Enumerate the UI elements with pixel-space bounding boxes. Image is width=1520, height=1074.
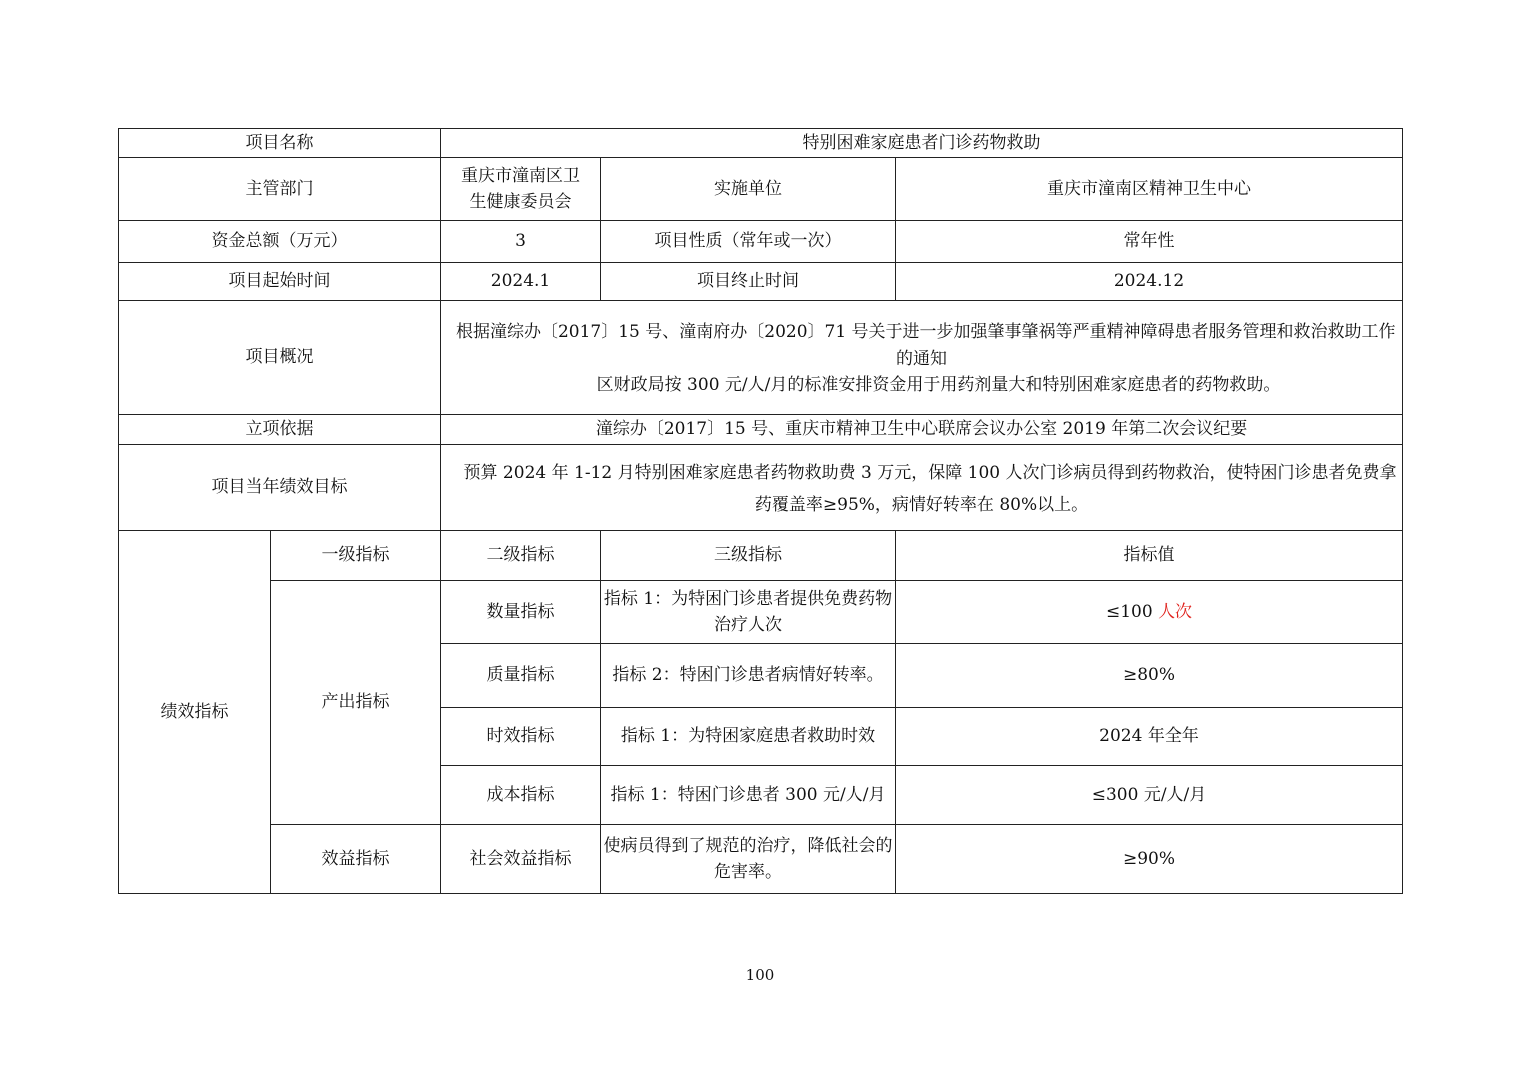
indicator-level2: 质量指标 bbox=[441, 644, 601, 708]
implementing-unit-value: 重庆市潼南区精神卫生中心 bbox=[896, 158, 1403, 221]
indicator-value-header: 指标值 bbox=[896, 531, 1403, 581]
indicator-level3: 指标 2：特困门诊患者病情好转率。 bbox=[601, 644, 896, 708]
indicator-level3: 指标 1：为特困家庭患者救助时效 bbox=[601, 708, 896, 766]
level2-header: 二级指标 bbox=[441, 531, 601, 581]
supervising-dept-value: 重庆市潼南区卫生健康委员会 bbox=[441, 158, 601, 221]
total-fund-label: 资金总额（万元） bbox=[119, 221, 441, 263]
indicator-level2: 数量指标 bbox=[441, 581, 601, 644]
overview-line-1: 根据潼综办〔2017〕15 号、潼南府办〔2020〕71 号关于进一步加强肇事肇祸等严重精神障碍患者服务管理和救治救助工作的通知 bbox=[455, 322, 1396, 369]
start-time-label: 项目起始时间 bbox=[119, 263, 441, 301]
annual-goal-value: 预算 2024 年 1-12 月特别困难家庭患者药物救助费 3 万元，保障 100 人次门诊病员得到药物救治，使特困门诊患者免费拿药覆盖率≥95%，病情好转率在 80%以上。 bbox=[441, 445, 1403, 531]
page-number: 100 bbox=[745, 966, 775, 984]
indicator-level2: 时效指标 bbox=[441, 708, 601, 766]
indicator-level2: 成本指标 bbox=[441, 766, 601, 825]
end-time-value: 2024.12 bbox=[896, 263, 1403, 301]
performance-goal-table bbox=[118, 128, 1403, 894]
indicator-value-number: ≤100 bbox=[1105, 601, 1159, 622]
indicator-level3: 指标 1：为特困门诊患者提供免费药物治疗人次 bbox=[601, 581, 896, 644]
indicator-value-unit: 人次 bbox=[1158, 601, 1193, 622]
benefit-indicator-label: 效益指标 bbox=[271, 825, 441, 894]
level3-header: 三级指标 bbox=[601, 531, 896, 581]
basis-value: 潼综办〔2017〕15 号、重庆市精神卫生中心联席会议办公室 2019 年第二次会议纪要 bbox=[441, 415, 1403, 445]
indicator-level3: 指标 1：特困门诊患者 300 元/人/月 bbox=[601, 766, 896, 825]
project-nature-label: 项目性质（常年或一次） bbox=[601, 221, 896, 263]
indicator-level2: 社会效益指标 bbox=[441, 825, 601, 894]
level1-header: 一级指标 bbox=[271, 531, 441, 581]
implementing-unit-label: 实施单位 bbox=[601, 158, 896, 221]
project-nature-value: 常年性 bbox=[896, 221, 1403, 263]
project-name-value: 特别困难家庭患者门诊药物救助 bbox=[441, 129, 1403, 158]
end-time-label: 项目终止时间 bbox=[601, 263, 896, 301]
overview-content bbox=[441, 301, 1403, 415]
basis-label: 立项依据 bbox=[119, 415, 441, 445]
indicator-level3: 使病员得到了规范的治疗，降低社会的危害率。 bbox=[601, 825, 896, 894]
indicator-value: 2024 年全年 bbox=[896, 708, 1403, 766]
indicator-value: ≤300 元/人/月 bbox=[896, 766, 1403, 825]
output-indicator-label: 产出指标 bbox=[271, 581, 441, 825]
performance-indicator-label: 绩效指标 bbox=[119, 531, 271, 894]
project-name-label: 项目名称 bbox=[119, 129, 441, 158]
indicator-value: ≥90% bbox=[896, 825, 1403, 894]
indicator-value: ≥80% bbox=[896, 644, 1403, 708]
supervising-dept-label: 主管部门 bbox=[119, 158, 441, 221]
total-fund-value: 3 bbox=[441, 221, 601, 263]
overview-line-2: 区财政局按 300 元/人/月的标准安排资金用于用药剂量大和特别困难家庭患者的药物救助。 bbox=[596, 375, 1281, 396]
start-time-value: 2024.1 bbox=[441, 263, 601, 301]
overview-label: 项目概况 bbox=[119, 301, 441, 415]
indicator-value bbox=[896, 581, 1403, 644]
annual-goal-label: 项目当年绩效目标 bbox=[119, 445, 441, 531]
